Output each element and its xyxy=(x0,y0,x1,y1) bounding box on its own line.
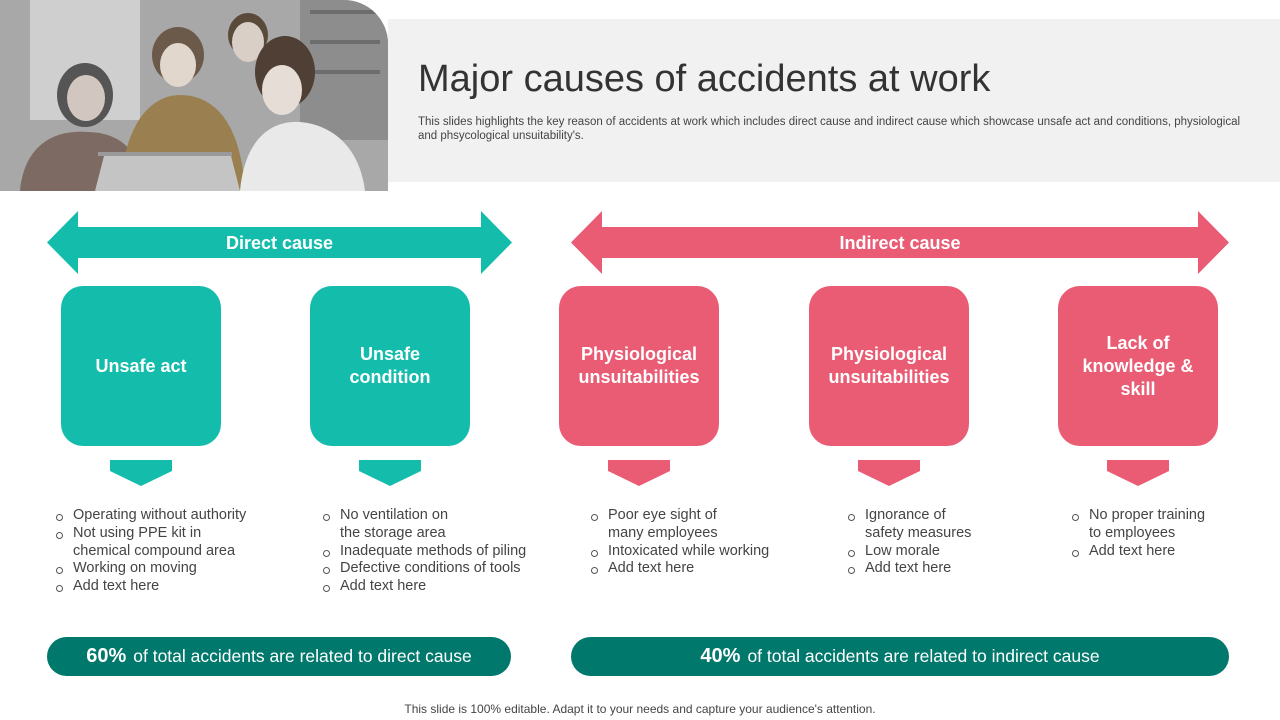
direct-cause-stat xyxy=(47,637,511,676)
list-item: Intoxicated while working xyxy=(590,543,810,561)
list-item: Not using PPE kit in chemical compound area xyxy=(55,525,285,561)
stat-text: of total accidents are related to indirect cause xyxy=(747,646,1100,666)
stat-text: of total accidents are related to direct cause xyxy=(133,646,472,666)
list-item: No ventilation on the storage area xyxy=(322,507,552,543)
list-item: Add text here xyxy=(1071,543,1261,561)
list-item: Poor eye sight of many employees xyxy=(590,507,810,543)
bullets-physiological-1 xyxy=(590,507,810,578)
stat-percent: 40% xyxy=(700,645,741,667)
footer-note: This slide is 100% editable. Adapt it to your needs and capture your audience's attention. xyxy=(404,702,876,716)
team-photo xyxy=(0,0,388,191)
card-title: Physiological unsuitabilities xyxy=(559,286,719,446)
list-item: Operating without authority xyxy=(55,507,285,525)
indirect-cause-label: Indirect cause xyxy=(839,233,961,253)
team-photo-illustration xyxy=(0,0,388,191)
list-item: No proper training to employees xyxy=(1071,507,1261,543)
stat-percent: 60% xyxy=(86,645,127,667)
list-item: Inadequate methods of piling xyxy=(322,543,552,561)
list-item: Low morale xyxy=(847,543,1047,561)
card-title: Unsafe act xyxy=(61,286,221,446)
card-title: Physiological unsuitabilities xyxy=(809,286,969,446)
card-title: Lack of knowledge & skill xyxy=(1058,286,1218,446)
bullets-unsafe-act xyxy=(55,507,285,596)
list-item: Add text here xyxy=(55,578,285,596)
bullets-unsafe-condition xyxy=(322,507,552,596)
list-item: Add text here xyxy=(590,560,810,578)
direct-cause-label: Direct cause xyxy=(225,233,334,253)
card-pointer xyxy=(1107,460,1169,486)
list-item: Defective conditions of tools xyxy=(322,560,552,578)
card-pointer xyxy=(359,460,421,486)
list-item: Add text here xyxy=(322,578,552,596)
page-title: Major causes of accidents at work xyxy=(418,58,991,100)
card-pointer xyxy=(858,460,920,486)
card-pointer xyxy=(110,460,172,486)
card-title: Unsafe condition xyxy=(310,286,470,446)
list-item: Add text here xyxy=(847,560,1047,578)
bullets-lack-of-knowledge xyxy=(1071,507,1261,560)
bullets-physiological-2 xyxy=(847,507,1047,578)
list-item: Ignorance of safety measures xyxy=(847,507,1047,543)
indirect-cause-stat xyxy=(571,637,1229,676)
page-subtitle: This slides highlights the key reason of accidents at work which includes direct cause and indirect cause which showcase unsafe act and conditions, physiological and phsycological unsuitability's. xyxy=(418,116,1241,142)
card-pointer xyxy=(608,460,670,486)
list-item: Working on moving xyxy=(55,560,285,578)
